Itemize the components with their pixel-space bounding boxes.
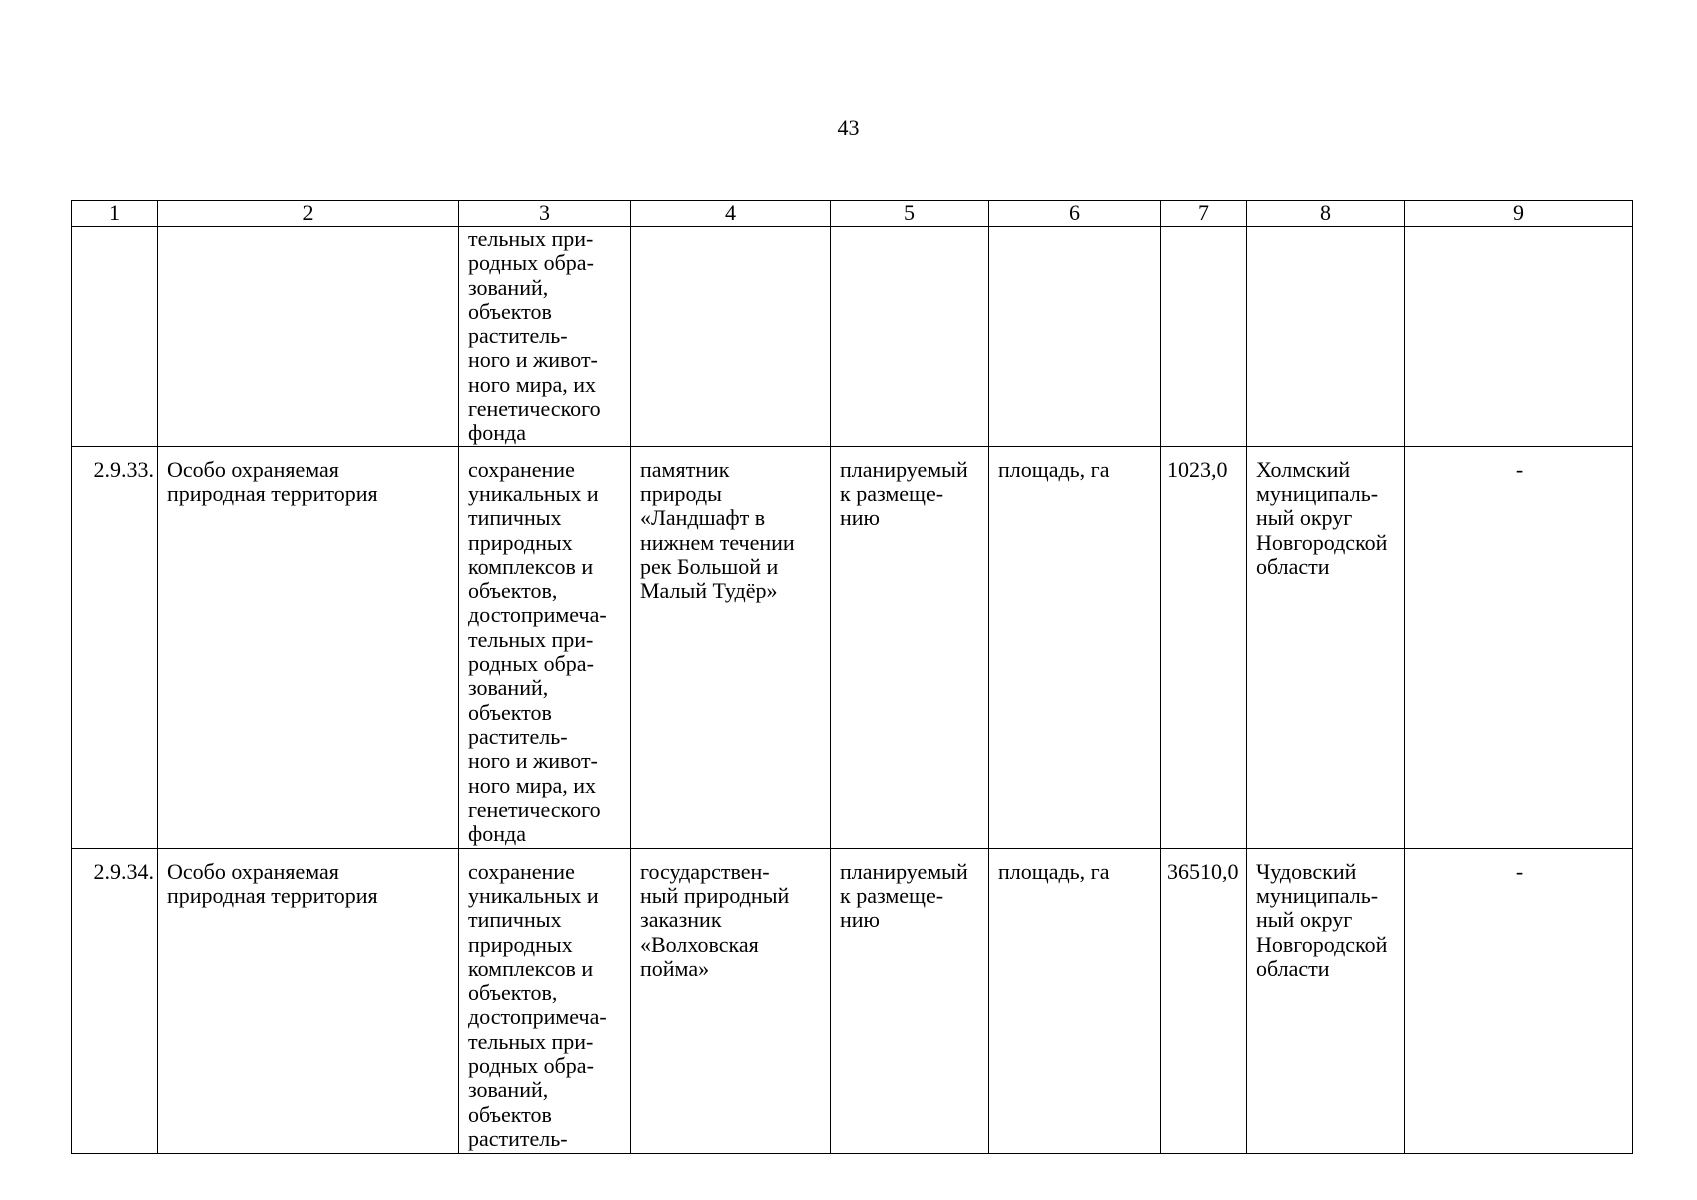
table-cell-characteristic xyxy=(989,227,1161,447)
column-header: 8 xyxy=(1247,201,1405,227)
table-cell-purpose: сохранение уникальных и типичных природных комплексов и объектов, достопримеча- тельных при- родных обра- зований, объектов раститель- ного и живот- ного мира, их генетического фонда xyxy=(459,446,631,848)
column-header: 6 xyxy=(989,201,1161,227)
table-cell-name: памятник природы «Ландшафт в нижнем течении рек Большой и Малый Тудёр» xyxy=(631,446,831,848)
table-cell-value: 36510,0 xyxy=(1161,848,1247,1153)
table-cell-purpose: сохранение уникальных и типичных природных комплексов и объектов, достопримеча- тельных при- родных обра- зований, объектов раститель- xyxy=(459,848,631,1153)
column-header: 7 xyxy=(1161,201,1247,227)
table-cell-characteristic: площадь, га xyxy=(989,446,1161,848)
column-header: 5 xyxy=(831,201,989,227)
table-cell-zone xyxy=(1405,227,1633,447)
table-cell-characteristic: площадь, га xyxy=(989,848,1161,1153)
column-header: 4 xyxy=(631,201,831,227)
table-cell-object-type xyxy=(158,227,459,447)
table-cell-location: Чудовский муниципаль- ный округ Новгородской области xyxy=(1247,848,1405,1153)
table-row xyxy=(72,446,1633,848)
table-cell-name xyxy=(631,227,831,447)
table-cell-number: 2.9.34. xyxy=(72,848,158,1153)
table-cell-object-type: Особо охраняемая природная территория xyxy=(158,446,459,848)
table-cell-status xyxy=(831,227,989,447)
column-header: 2 xyxy=(158,201,459,227)
document-table xyxy=(71,200,1633,1154)
column-header: 3 xyxy=(459,201,631,227)
table-cell-value: 1023,0 xyxy=(1161,446,1247,848)
table-cell-number xyxy=(72,227,158,447)
table-cell-purpose: тельных при- родных обра- зований, объектов раститель- ного и живот- ного мира, их генетического фонда xyxy=(459,227,631,447)
table-cell-status: планируемый к размеще- нию xyxy=(831,848,989,1153)
table-cell-location xyxy=(1247,227,1405,447)
table-row-continuation xyxy=(72,227,1633,447)
table-cell-name: государствен- ный природный заказник «Волховская пойма» xyxy=(631,848,831,1153)
table-row xyxy=(72,848,1633,1153)
table-cell-number: 2.9.33. xyxy=(72,446,158,848)
column-header: 9 xyxy=(1405,201,1633,227)
table-cell-object-type: Особо охраняемая природная территория xyxy=(158,848,459,1153)
table-cell-location: Холмский муниципаль- ный округ Новгородской области xyxy=(1247,446,1405,848)
page-number: 43 xyxy=(837,115,860,140)
table-cell-status: планируемый к размеще- нию xyxy=(831,446,989,848)
table-cell-zone: - xyxy=(1405,446,1633,848)
column-header: 1 xyxy=(72,201,158,227)
table-cell-zone: - xyxy=(1405,848,1633,1153)
table-cell-value xyxy=(1161,227,1247,447)
table-header-row xyxy=(72,201,1633,227)
